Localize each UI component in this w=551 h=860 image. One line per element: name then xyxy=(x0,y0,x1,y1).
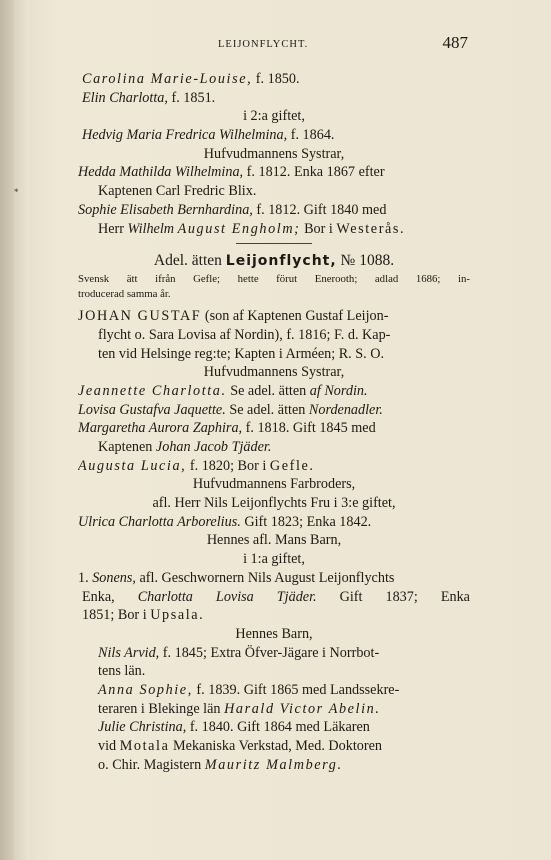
page-body xyxy=(78,70,470,774)
text-line: 1851; Bor i Upsala. xyxy=(82,607,205,624)
text-line: afl. Herr Nils Leijonflychts Fru i 3:e giftet, xyxy=(152,495,396,512)
text-line: Augusta Lucia, f. 1820; Bor i Gefle. xyxy=(78,457,315,474)
page-header xyxy=(78,33,468,55)
text-line: Lovisa Gustafva Jaquette. Se adel. ätten Nordenadler. xyxy=(78,401,383,418)
text-line: Ulrica Charlotta Arborelius. Gift 1823; Enka 1842. xyxy=(78,513,372,530)
text-line: Nils Arvid, f. 1845; Extra Öfver-Jägare i Norrbot- xyxy=(98,644,380,661)
text-line: Anna Sophie, f. 1839. Gift 1865 med Landssekre- xyxy=(98,681,400,698)
section-note: Svensk ätt ifrån Gefle; hette förut Enerooth; adlad 1686; in- xyxy=(78,273,470,286)
text-line: Hufvudmannens Systrar, xyxy=(203,364,345,381)
section-note: troducerad samma år. xyxy=(78,287,171,300)
section-heading: Adel. ätten Leijonflycht, № 1088. xyxy=(153,252,395,270)
text-line: tens län. xyxy=(98,663,146,680)
text-line: o. Chir. Magistern Mauritz Malmberg. xyxy=(98,756,343,773)
text-line: Margaretha Aurora Zaphira, f. 1818. Gift 1845 med xyxy=(78,420,376,437)
text-line: JOHAN GUSTAF (son af Kaptenen Gustaf Leijon- xyxy=(78,308,389,325)
text-line: Enka, Charlotta Lovisa Tjäder. Gift 1837; Enka xyxy=(82,588,470,605)
text-line: Hennes Barn, xyxy=(235,625,313,642)
family-name: Leijonflycht, xyxy=(225,253,337,270)
page-gutter xyxy=(0,0,14,860)
text-line: Carolina Marie-Louise, f. 1850. xyxy=(82,71,300,87)
text-line: Kaptenen Carl Fredric Blix. xyxy=(98,183,257,200)
running-title: LEIJONFLYCHT. xyxy=(218,39,309,50)
text-line: Hedvig Maria Fredrica Wilhelmina, f. 1864. xyxy=(82,127,335,144)
text-line: Hufvudmannens Farbroders, xyxy=(192,476,356,493)
text-line: flycht o. Sara Lovisa af Nordin), f. 1816; F. d. Kap- xyxy=(98,326,391,343)
text-line: Herr Wilhelm August Engholm; Bor i Westerås. xyxy=(98,220,406,237)
text-line: Elin Charlotta, f. 1851. xyxy=(82,89,216,106)
text-line: ten vid Helsinge reg:te; Kapten i Arméen; R. S. O. xyxy=(98,345,385,362)
text-line: teraren i Blekinge län Harald Victor Abelin. xyxy=(98,700,381,717)
page-number: 487 xyxy=(442,33,468,52)
text-line: Hedda Mathilda Wilhelmina, f. 1812. Enka 1867 efter xyxy=(78,164,385,181)
text-line: Julie Christina, f. 1840. Gift 1864 med Läkaren xyxy=(98,719,370,736)
text-line: Jeannette Charlotta. Se adel. ätten af Nordin. xyxy=(78,382,368,399)
text-line: vid Motala Mekaniska Verkstad, Med. Doktoren xyxy=(98,738,382,754)
text-line: 1. Sonens, afl. Geschwornern Nils August Leijonflychts xyxy=(78,569,395,586)
text-line: Kaptenen Johan Jacob Tjäder. xyxy=(98,439,272,455)
text-line: Hennes afl. Mans Barn, xyxy=(206,532,342,549)
margin-mark: * xyxy=(14,187,19,197)
text-line: i 2:a giftet, xyxy=(243,108,305,125)
text-line: i 1:a giftet, xyxy=(243,551,305,568)
text-line: Hufvudmannens Systrar, xyxy=(203,145,345,162)
text-line: Sophie Elisabeth Bernhardina, f. 1812. Gift 1840 med xyxy=(78,201,387,218)
